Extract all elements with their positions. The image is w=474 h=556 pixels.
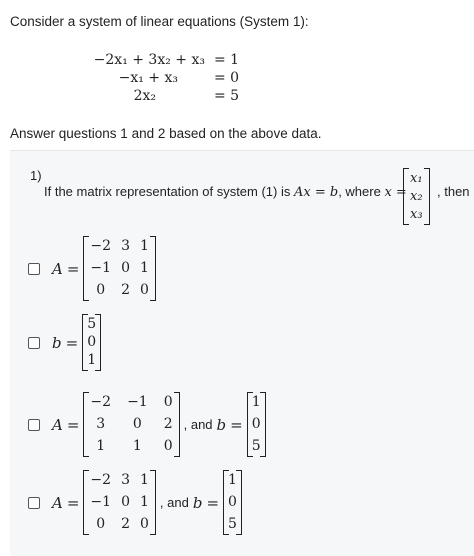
- matrix-cell: 1: [139, 472, 149, 488]
- vector-cell: 0: [87, 334, 97, 350]
- matrix-cell: 3: [121, 238, 130, 254]
- option-4-vector: [223, 470, 242, 535]
- x-vector-entry: x₁: [410, 171, 423, 186]
- option-1-lhs: A: [52, 259, 63, 278]
- question-text-part: , where: [338, 184, 385, 199]
- option-3-matrix: [83, 392, 179, 457]
- question-text-part: If the matrix representation of system (1) is: [44, 184, 294, 199]
- matrix-cell: 0: [121, 260, 130, 276]
- equation-rhs: = 0: [214, 70, 240, 86]
- option-2-eq: =: [65, 333, 79, 352]
- matrix-cell: −1: [90, 494, 112, 510]
- option-2-vector: [82, 314, 101, 371]
- matrix-cell: 1: [132, 438, 142, 454]
- vector-cell: 1: [251, 394, 261, 410]
- matrix-cell: 0: [139, 516, 149, 532]
- answer-instruction: Answer questions 1 and 2 based on the above data.: [10, 126, 322, 141]
- matrix-cell: 0: [139, 282, 149, 298]
- option-3-checkbox[interactable]: [28, 419, 40, 431]
- matrix-cell: 0: [121, 494, 130, 510]
- matrix-cell: −1: [127, 394, 148, 410]
- vector-cell: 1: [228, 472, 237, 488]
- option-3-b-lhs: b: [216, 415, 227, 434]
- matrix-cell: 0: [163, 438, 173, 454]
- option-4-and: , and: [159, 495, 189, 510]
- option-4-checkbox[interactable]: [28, 497, 40, 509]
- option-1-eq: =: [66, 259, 80, 278]
- matrix-cell: 1: [139, 494, 149, 510]
- matrix-cell: 2: [163, 416, 173, 432]
- option-1-matrix: [83, 236, 155, 301]
- vector-cell: 1: [87, 352, 97, 368]
- option-3-and: , and: [183, 417, 213, 432]
- option-2-lhs: b: [52, 333, 62, 352]
- option-4-eq: =: [66, 493, 80, 512]
- question-number: 1): [30, 168, 42, 183]
- x-vector-entry: x₂: [410, 189, 423, 204]
- equation-lhs: −x₁ + x₃: [118, 70, 178, 86]
- matrix-cell: 3: [96, 416, 106, 432]
- option-1-checkbox[interactable]: [28, 263, 40, 275]
- option-4-b-lhs: b: [192, 493, 203, 512]
- option-3[interactable]: [28, 392, 266, 457]
- matrix-cell: 0: [96, 282, 106, 298]
- option-4-matrix: [83, 470, 155, 535]
- intro-text: Consider a system of linear equations (System 1):: [10, 14, 309, 29]
- vector-cell: 5: [228, 516, 237, 532]
- equation-rhs: = 5: [214, 88, 240, 104]
- vector-cell: 0: [228, 494, 237, 510]
- x-vector: [403, 168, 430, 225]
- question-equation: Ax = b: [293, 185, 339, 200]
- matrix-cell: −2: [90, 394, 112, 410]
- option-2-checkbox[interactable]: [28, 337, 40, 349]
- question-text-then: , then: [437, 184, 470, 199]
- equation-lhs: 2x₂: [133, 88, 156, 104]
- option-4-lhs: A: [52, 493, 63, 512]
- matrix-cell: −2: [90, 472, 112, 488]
- matrix-cell: 3: [121, 472, 130, 488]
- vector-cell: 5: [251, 438, 261, 454]
- question-text: [44, 184, 407, 200]
- vector-cell: 0: [251, 416, 261, 432]
- question-x-label: x =: [384, 185, 407, 200]
- option-1[interactable]: [28, 236, 156, 301]
- matrix-cell: 2: [121, 282, 130, 298]
- matrix-cell: −2: [90, 238, 112, 254]
- option-4-b-eq: =: [206, 493, 220, 512]
- matrix-cell: 1: [139, 260, 149, 276]
- matrix-cell: 0: [96, 516, 106, 532]
- equation-lhs: −2x₁ + 3x₂ + x₃: [93, 52, 205, 68]
- matrix-cell: 0: [132, 416, 142, 432]
- vector-cell: 5: [87, 316, 97, 332]
- option-3-b-eq: =: [230, 415, 243, 434]
- x-vector-entry: x₃: [410, 207, 423, 222]
- matrix-cell: −1: [90, 260, 112, 276]
- option-4[interactable]: [28, 470, 242, 535]
- equation-rhs: = 1: [214, 52, 240, 68]
- option-3-lhs: A: [52, 415, 63, 434]
- option-2[interactable]: [28, 314, 101, 371]
- option-3-vector: [247, 392, 266, 457]
- matrix-cell: 0: [163, 394, 173, 410]
- matrix-cell: 2: [121, 516, 130, 532]
- option-3-eq: =: [66, 415, 80, 434]
- matrix-cell: 1: [96, 438, 106, 454]
- matrix-cell: 1: [139, 238, 149, 254]
